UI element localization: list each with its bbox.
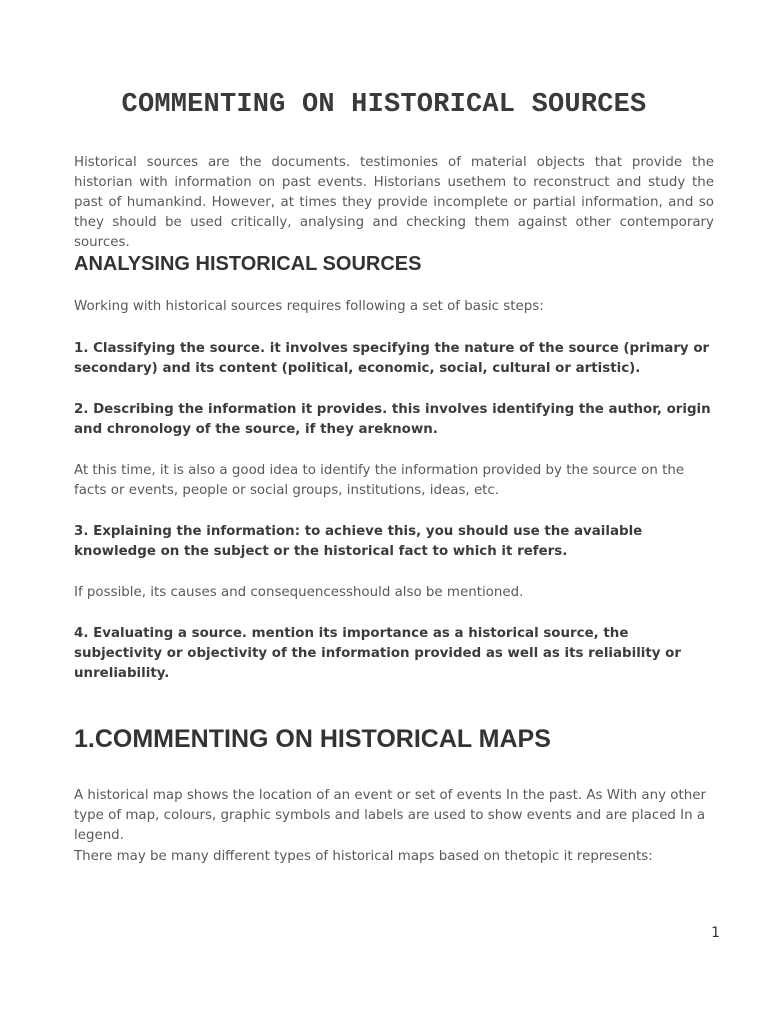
section-heading-maps: 1.COMMENTING ON HISTORICAL MAPS (74, 725, 551, 753)
maps-paragraph-2: There may be many different types of historical maps based on thetopic it represents: (74, 849, 653, 864)
step-1-paragraph: 1. Classifying the source. it involves specifying the nature of the source (primary or secondary) and its content (political, economic, social, cultural or artistic). (74, 341, 710, 376)
step-2-paragraph: 2. Describing the information it provides. this involves identifying the author, origin and chronology of the source, if they areknown. (74, 402, 711, 437)
maps-paragraph-1: A historical map shows the location of an event or set of events In the past. As With any other type of map, colours, graphic symbols and labels are used to show events and are placed In a legend. (74, 788, 706, 843)
intro-paragraph: Historical sources are the documents. testimonies of material objects that provide the historian with information on past events. Historians usethem to reconstruct and study the past of humankind. However, at times they provide incomplete or partial information, and so they should be used critically, analysing and checking them against other contemporary sources. (74, 155, 714, 250)
step-3-paragraph: 3. Explaining the information: to achieve this, you should use the available knowledge on the subject or the historical fact to which it refers. (74, 524, 643, 559)
page-title: COMMENTING ON HISTORICAL SOURCES (121, 90, 647, 120)
section-heading-analysing: ANALYSING HISTORICAL SOURCES (74, 253, 422, 275)
page-number: 1 (711, 925, 720, 941)
step-3-note-paragraph: If possible, its causes and consequencesshould also be mentioned. (74, 585, 524, 600)
steps-lead-paragraph: Working with historical sources requires following a set of basic steps: (74, 299, 544, 314)
step-2-note-paragraph: At this time, it is also a good idea to identify the information provided by the source on the facts or events, people or social groups, institutions, ideas, etc. (74, 463, 685, 498)
step-4-paragraph: 4. Evaluating a source. mention its importance as a historical source, the subjectivity or objectivity of the information provided as well as its reliability or unreliability. (74, 626, 681, 681)
